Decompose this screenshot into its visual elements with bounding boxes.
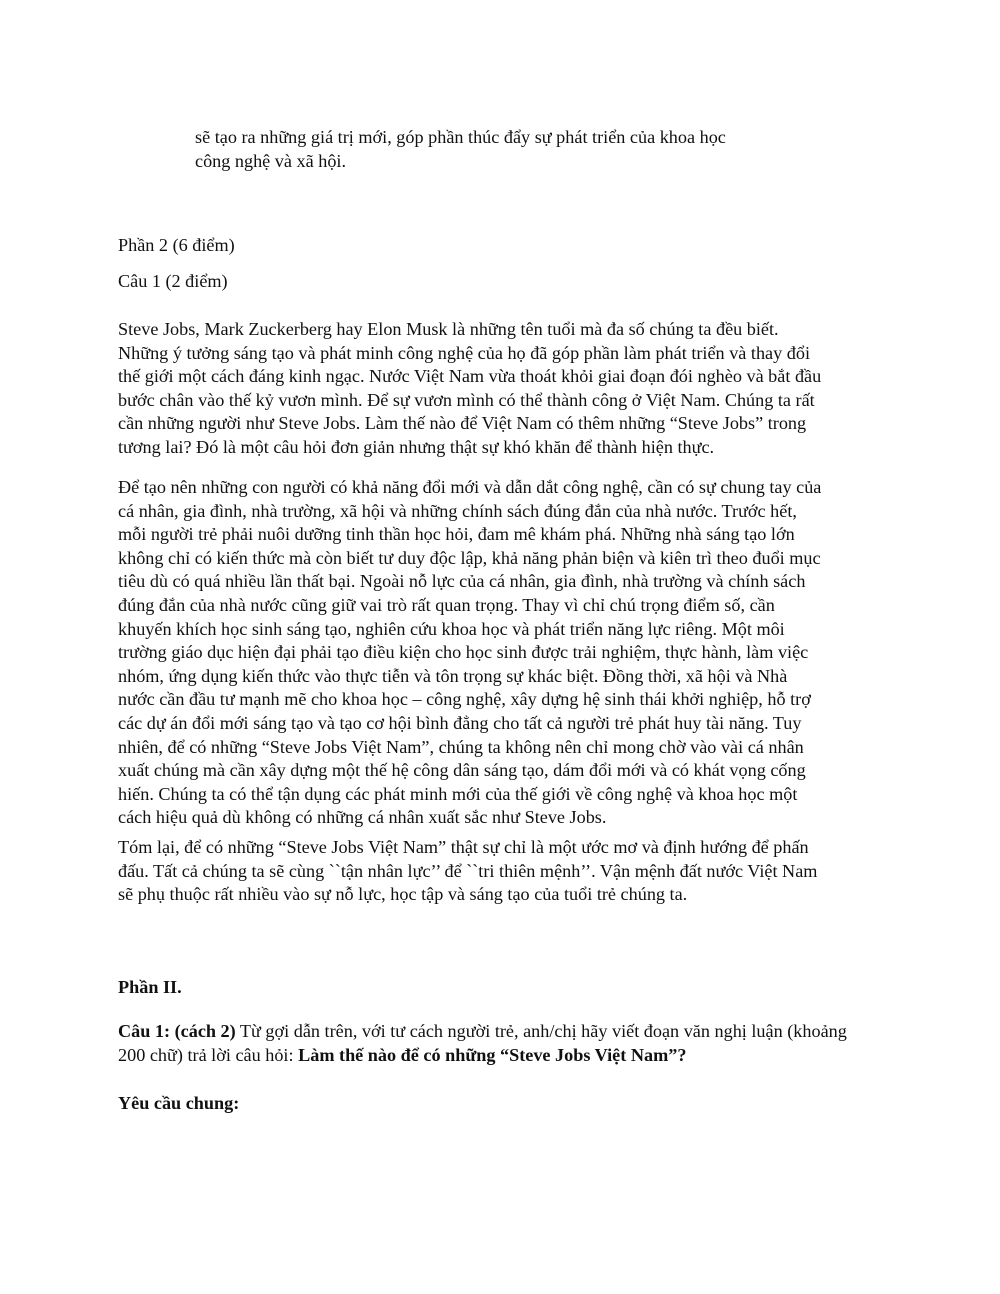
paragraph-line: trường giáo dục hiện đại phải tạo điều kiện cho học sinh được trải nghiệm, thực hành, làm việc (118, 642, 809, 663)
paragraph-line: cần những người như Steve Jobs. Làm thế nào để Việt Nam có thêm những “Steve Jobs” trong (118, 413, 807, 434)
paragraph-line: bước chân vào thế kỷ vươn mình. Để sự vươn mình có thể thành công ở Việt Nam. Chúng ta rất (118, 389, 815, 410)
question1-alt (118, 1020, 890, 1067)
general-requirements-heading: Yêu cầu chung: (118, 1093, 240, 1113)
paragraph-line: Tóm lại, để có những “Steve Jobs Việt Nam” thật sự chỉ là một ước mơ và định hướng để phấn (118, 837, 809, 857)
part2-heading: Phần 2 (6 điểm) (118, 235, 235, 255)
question-text: Từ gợi dẫn trên, với tư cách người trẻ, anh/chị hãy viết đoạn văn nghị luận (khoảng (235, 1021, 847, 1041)
paragraph-line: khuyến khích học sinh sáng tạo, nghiên cứu khoa học và phát triển năng lực riêng. Một môi (118, 618, 785, 639)
paragraph-1 (118, 318, 890, 460)
paragraph-line: hiến. Chúng ta có thể tận dụng các phát minh mới của thế giới về công nghệ và khoa học một (118, 783, 798, 804)
intro-line: sẽ tạo ra những giá trị mới, góp phần thúc đẩy sự phát triển của khoa học (195, 127, 726, 147)
question-label: Câu 1: (118, 1021, 171, 1041)
question1-alt-line-2 (118, 1044, 890, 1068)
paragraph-line: nước cần đầu tư mạnh mẽ cho khoa học – công nghệ, xây dựng hệ sinh thái khởi nghiệp, hỗ trợ (118, 689, 811, 710)
paragraph-line: sẽ phụ thuộc rất nhiều vào sự nỗ lực, học tập và sáng tạo của tuổi trẻ chúng ta. (118, 884, 688, 905)
paragraph-line: thế giới một cách đáng kinh ngạc. Nước Việt Nam vừa thoát khỏi giai đoạn đói nghèo và bắt đầu (118, 366, 822, 387)
paragraph-line: các dự án đổi mới sáng tạo và tạo cơ hội bình đẳng cho tất cả người trẻ phát huy tài năng. Tuy (118, 712, 802, 733)
question1-heading: Câu 1 (2 điểm) (118, 271, 228, 291)
paragraph-line: nhóm, ứng dụng kiến thức vào thực tiễn và tôn trọng sự khác biệt. Đồng thời, xã hội và Nhà (118, 665, 788, 686)
paragraph-line: đúng đắn của nhà nước cũng giữ vai trò rất quan trọng. Thay vì chỉ chú trọng điểm số, cần (118, 594, 775, 615)
paragraph-line: cách hiệu quả dù không có những cá nhân xuất sắc như Steve Jobs. (118, 807, 607, 828)
paragraph-line: không chỉ có kiến thức mà còn biết tư duy độc lập, khả năng phản biện và kiên trì theo đuổi mục (118, 547, 821, 568)
intro-paragraph (195, 126, 835, 173)
paragraph-line: nhiên, để có những “Steve Jobs Việt Nam”, chúng ta không nên chỉ mong chờ vào vài cá nhân (118, 736, 804, 757)
paragraph-2 (118, 476, 890, 830)
paragraph-line: tiêu dù có quá nhiều lần thất bại. Ngoài nỗ lực của cá nhân, gia đình, nhà trường và chính sách (118, 571, 806, 592)
paragraph-line: mỗi người trẻ phải nuôi dưỡng tinh thần học hỏi, đam mê khám phá. Những nhà sáng tạo lớn (118, 524, 795, 545)
paragraph-line: đấu. Tất cả chúng ta sẽ cùng ``tận nhân lực’’ để ``tri thiên mệnh’’. Vận mệnh đất nước Việt Nam (118, 860, 818, 881)
paragraph-3 (118, 836, 890, 907)
question-method: (cách 2) (174, 1021, 236, 1041)
question-text-cont: 200 chữ) trả lời câu hỏi: (118, 1044, 299, 1065)
paragraph-line: tương lai? Đó là một câu hỏi đơn giản nhưng thật sự khó khăn để thành hiện thực. (118, 436, 715, 457)
paragraph-line: xuất chúng mà cần xây dựng một thế hệ công dân sáng tạo, dám đổi mới và có khát vọng cống (118, 760, 806, 781)
question1-alt-line-1 (118, 1020, 890, 1044)
paragraph-line: Steve Jobs, Mark Zuckerberg hay Elon Musk là những tên tuổi mà đa số chúng ta đều biết. (118, 319, 779, 339)
paragraph-line: cá nhân, gia đình, nhà trường, xã hội và những chính sách đúng đắn của nhà nước. Trước hết, (118, 500, 797, 521)
intro-line: công nghệ và xã hội. (195, 150, 347, 171)
part-ii-heading: Phần II. (118, 977, 182, 997)
paragraph-line: Để tạo nên những con người có khả năng đổi mới và dẫn dắt công nghệ, cần có sự chung tay của (118, 477, 822, 497)
paragraph-line: Những ý tưởng sáng tạo và phát minh công nghệ của họ đã góp phần làm phát triển và thay đổi (118, 342, 811, 363)
question-bold: Làm thế nào để có những “Steve Jobs Việt Nam”? (298, 1044, 687, 1065)
